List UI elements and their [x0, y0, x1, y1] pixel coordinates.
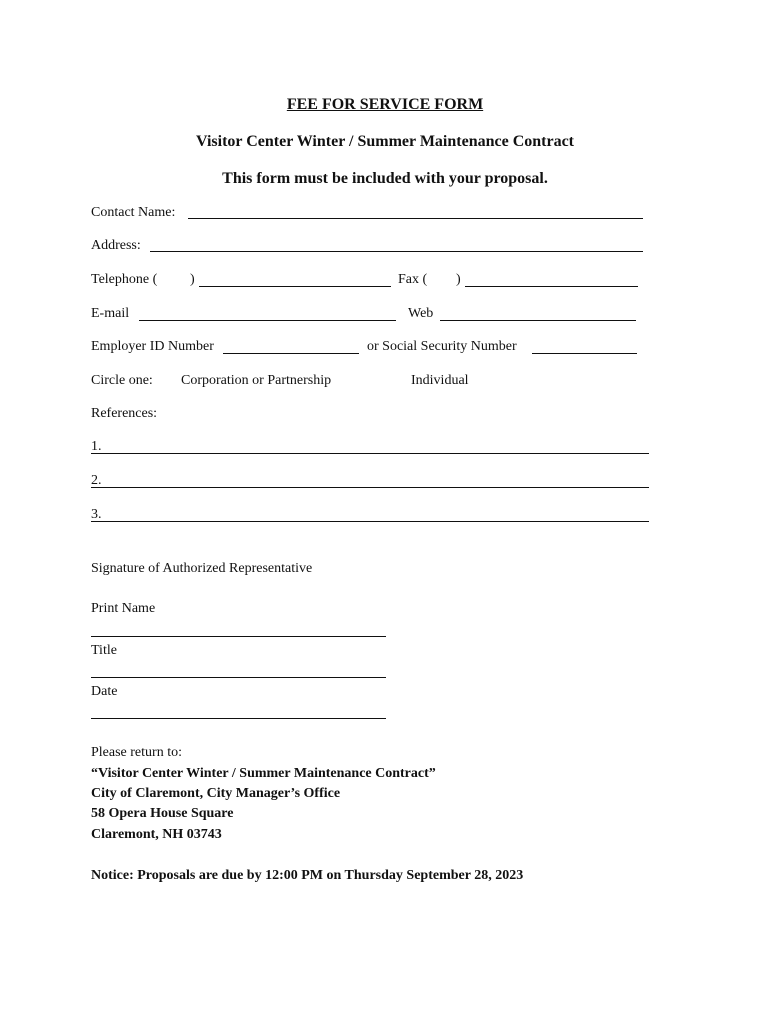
reference-field-1[interactable]: [91, 453, 649, 454]
address-label: Address:: [91, 238, 141, 253]
reference-field-2[interactable]: [91, 487, 649, 488]
reference-number-3: 3.: [91, 507, 102, 522]
contact-name-field[interactable]: [188, 218, 643, 219]
telephone-paren: ): [190, 272, 195, 287]
print-name-field[interactable]: [91, 636, 386, 637]
reference-field-3[interactable]: [91, 521, 649, 522]
signature-label: Signature of Authorized Representative: [91, 561, 313, 576]
employer-id-field[interactable]: [223, 353, 359, 354]
references-label: References:: [91, 406, 158, 421]
date-field[interactable]: [91, 718, 386, 719]
web-label: Web: [408, 306, 434, 321]
fax-paren: ): [456, 272, 461, 287]
telephone-label: Telephone (: [91, 272, 158, 287]
reference-number-2: 2.: [91, 473, 102, 488]
email-label: E-mail: [91, 306, 130, 321]
return-city-state: Claremont, NH 03743: [91, 827, 222, 842]
fax-label: Fax (: [398, 272, 428, 287]
web-field[interactable]: [440, 320, 636, 321]
email-field[interactable]: [139, 320, 396, 321]
contact-name-label: Contact Name:: [91, 205, 176, 220]
reference-number-1: 1.: [91, 439, 102, 454]
form-title: FEE FOR SERVICE FORM: [286, 96, 484, 113]
telephone-field[interactable]: [199, 286, 391, 287]
address-field[interactable]: [150, 251, 643, 252]
print-name-label: Print Name: [91, 601, 156, 616]
option-individual[interactable]: Individual: [411, 373, 469, 388]
form-instruction: This form must be included with your proposal.: [222, 170, 548, 187]
return-office: City of Claremont, City Manager’s Office: [91, 786, 341, 801]
employer-id-label: Employer ID Number: [91, 339, 214, 354]
return-contract-name: “Visitor Center Winter / Summer Maintenance Contract”: [91, 766, 436, 781]
return-to-label: Please return to:: [91, 745, 182, 760]
date-label: Date: [91, 684, 118, 699]
ssn-field[interactable]: [532, 353, 637, 354]
option-corporation[interactable]: Corporation or Partnership: [181, 373, 332, 388]
return-street: 58 Opera House Square: [91, 806, 234, 821]
form-subtitle: Visitor Center Winter / Summer Maintenance Contract: [195, 133, 575, 150]
deadline-notice: Notice: Proposals are due by 12:00 PM on Thursday September 28, 2023: [91, 868, 524, 883]
title-label: Title: [91, 643, 117, 658]
circle-one-label: Circle one:: [91, 373, 153, 388]
title-field[interactable]: [91, 677, 386, 678]
ssn-label: or Social Security Number: [367, 339, 517, 354]
fax-field[interactable]: [465, 286, 638, 287]
